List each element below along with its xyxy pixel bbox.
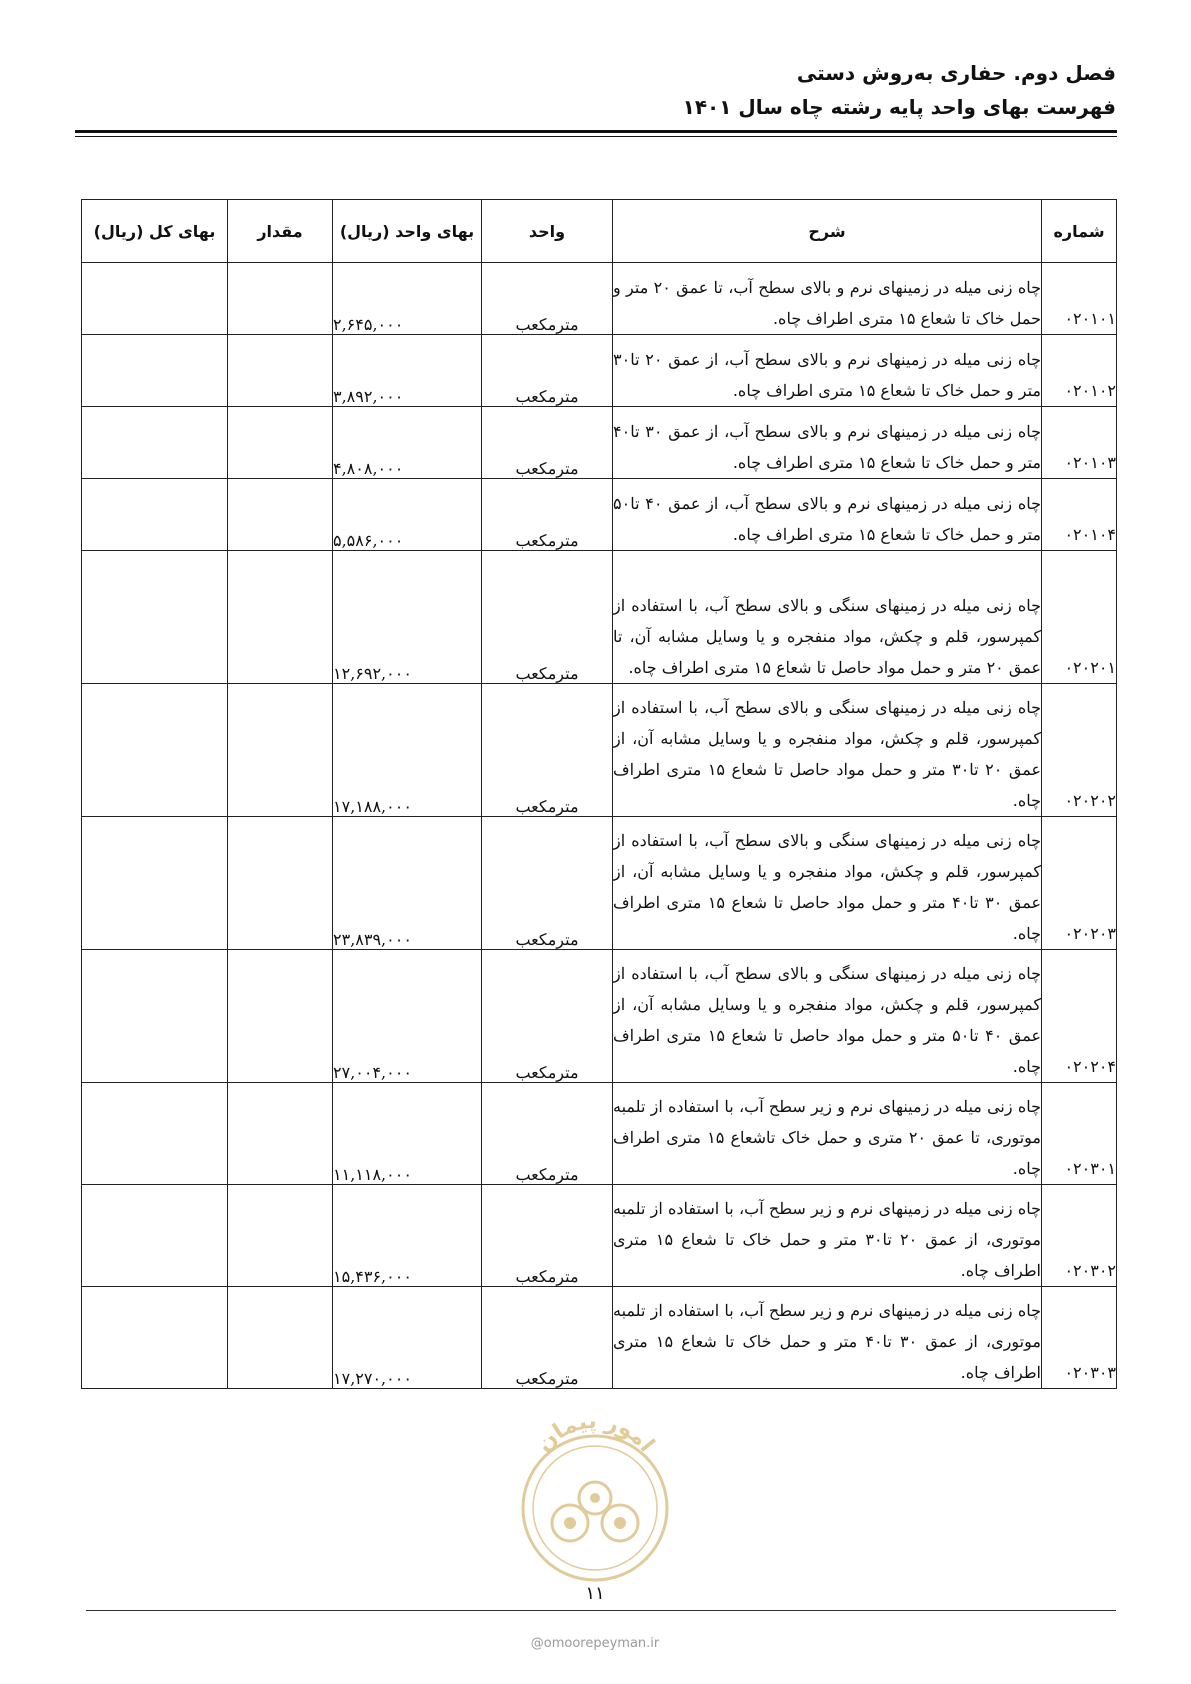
item-description: چاه زنی میله در زمینهای نرم و زیر سطح آب، با استفاده از تلمبه موتوری، از عمق ۲۰ تا۳۰ متر و حمل خاک تا شعاع ۱۵ متری اطراف چاه. — [613, 1185, 1042, 1287]
item-unit: مترمکعب — [482, 950, 613, 1083]
item-unit: مترمکعب — [482, 335, 613, 407]
item-quantity[interactable] — [228, 479, 333, 551]
item-number: ۰۲۰۲۰۴ — [1042, 950, 1117, 1083]
table-row — [82, 1083, 1117, 1185]
price-list-table — [81, 199, 1117, 1389]
item-quantity[interactable] — [228, 1083, 333, 1185]
item-total-price[interactable] — [82, 479, 228, 551]
item-unit-price: ۵,۵۸۶,۰۰۰ — [333, 479, 482, 551]
column-header-number: شماره — [1042, 200, 1117, 263]
column-header-quantity: مقدار — [228, 200, 333, 263]
item-unit: مترمکعب — [482, 551, 613, 684]
item-number: ۰۲۰۱۰۳ — [1042, 407, 1117, 479]
item-unit: مترمکعب — [482, 1185, 613, 1287]
svg-text:امور پیمان — [532, 1409, 659, 1457]
item-unit-price: ۱۷,۱۸۸,۰۰۰ — [333, 684, 482, 817]
item-number: ۰۲۰۲۰۲ — [1042, 684, 1117, 817]
item-quantity[interactable] — [228, 551, 333, 684]
watermark-site-label: @omoorepeyman.ir — [530, 1636, 660, 1651]
item-total-price[interactable] — [82, 950, 228, 1083]
item-total-price[interactable] — [82, 1083, 228, 1185]
item-description: چاه زنی میله در زمینهای نرم و بالای سطح آب، از عمق ۲۰ تا۳۰ متر و حمل خاک تا شعاع ۱۵ متری اطراف چاه. — [613, 335, 1042, 407]
item-unit: مترمکعب — [482, 817, 613, 950]
table-row — [82, 1185, 1117, 1287]
item-unit: مترمکعب — [482, 263, 613, 335]
seal-text: امور پیمان — [531, 1408, 659, 1458]
item-quantity[interactable] — [228, 407, 333, 479]
column-header-total-price: بهای کل (ریال) — [82, 200, 228, 263]
item-unit-price: ۱۷,۲۷۰,۰۰۰ — [333, 1287, 482, 1389]
page-header — [76, 58, 1116, 122]
column-header-unit: واحد — [482, 200, 613, 263]
item-quantity[interactable] — [228, 1287, 333, 1389]
item-total-price[interactable] — [82, 1185, 228, 1287]
table-header-row — [82, 200, 1117, 263]
item-quantity[interactable] — [228, 1185, 333, 1287]
item-total-price[interactable] — [82, 684, 228, 817]
table-row — [82, 684, 1117, 817]
page-number: ۱۱ — [585, 1583, 605, 1604]
seal-watermark-icon — [510, 1398, 680, 1598]
item-description: چاه زنی میله در زمینهای سنگی و بالای سطح آب، با استفاده از کمپرسور، قلم و چکش، مواد منفجره و یا وسایل مشابه آن، از عمق ۲۰ تا۳۰ متر و حمل مواد حاصل تا شعاع ۱۵ متری اطراف چاه. — [613, 684, 1042, 817]
item-description: چاه زنی میله در زمینهای سنگی و بالای سطح آب، با استفاده از کمپرسور، قلم و چکش، مواد منفجره و یا وسایل مشابه آن، تا عمق ۲۰ متر و حمل مواد حاصل تا شعاع ۱۵ متری اطراف چاه. — [613, 551, 1042, 684]
item-total-price[interactable] — [82, 817, 228, 950]
item-unit-price: ۲۷,۰۰۴,۰۰۰ — [333, 950, 482, 1083]
item-number: ۰۲۰۳۰۱ — [1042, 1083, 1117, 1185]
item-description: چاه زنی میله در زمینهای نرم و زیر سطح آب، با استفاده از تلمبه موتوری، تا عمق ۲۰ متری و حمل خاک تاشعاع ۱۵ متری اطراف چاه. — [613, 1083, 1042, 1185]
item-unit-price: ۱۲,۶۹۲,۰۰۰ — [333, 551, 482, 684]
item-quantity[interactable] — [228, 335, 333, 407]
table-row — [82, 335, 1117, 407]
item-description: چاه زنی میله در زمینهای سنگی و بالای سطح آب، با استفاده از کمپرسور، قلم و چکش، مواد منفجره و یا وسایل مشابه آن، از عمق ۴۰ تا۵۰ متر و حمل مواد حاصل تا شعاع ۱۵ متری اطراف چاه. — [613, 950, 1042, 1083]
item-number: ۰۲۰۲۰۱ — [1042, 551, 1117, 684]
item-number: ۰۲۰۱۰۲ — [1042, 335, 1117, 407]
table-row — [82, 817, 1117, 950]
item-unit-price: ۲۳,۸۳۹,۰۰۰ — [333, 817, 482, 950]
document-subtitle: فهرست بهای واحد پایه رشته چاه سال ۱۴۰۱ — [682, 95, 1116, 119]
item-number: ۰۲۰۲۰۳ — [1042, 817, 1117, 950]
item-unit: مترمکعب — [482, 479, 613, 551]
footer-divider — [86, 1610, 1116, 1611]
item-unit-price: ۴,۸۰۸,۰۰۰ — [333, 407, 482, 479]
item-quantity[interactable] — [228, 684, 333, 817]
item-number: ۰۲۰۳۰۳ — [1042, 1287, 1117, 1389]
item-description: چاه زنی میله در زمینهای سنگی و بالای سطح آب، با استفاده از کمپرسور، قلم و چکش، مواد منفجره و یا وسایل مشابه آن، از عمق ۳۰ تا۴۰ متر و حمل مواد حاصل تا شعاع ۱۵ متری اطراف چاه. — [613, 817, 1042, 950]
item-description: چاه زنی میله در زمینهای نرم و بالای سطح آب، تا عمق ۲۰ متر و حمل خاک تا شعاع ۱۵ متری اطراف چاه. — [613, 263, 1042, 335]
item-unit: مترمکعب — [482, 1287, 613, 1389]
table-row — [82, 479, 1117, 551]
item-unit-price: ۱۵,۴۳۶,۰۰۰ — [333, 1185, 482, 1287]
item-unit: مترمکعب — [482, 407, 613, 479]
table-row — [82, 263, 1117, 335]
item-description: چاه زنی میله در زمینهای نرم و بالای سطح آب، از عمق ۳۰ تا۴۰ متر و حمل خاک تا شعاع ۱۵ متری اطراف چاه. — [613, 407, 1042, 479]
table-row — [82, 1287, 1117, 1389]
item-unit-price: ۱۱,۱۱۸,۰۰۰ — [333, 1083, 482, 1185]
chapter-title: فصل دوم. حفاری به‌روش دستی — [796, 61, 1116, 85]
item-quantity[interactable] — [228, 263, 333, 335]
table-row — [82, 407, 1117, 479]
item-description: چاه زنی میله در زمینهای نرم و بالای سطح آب، از عمق ۴۰ تا۵۰ متر و حمل خاک تا شعاع ۱۵ متری اطراف چاه. — [613, 479, 1042, 551]
item-total-price[interactable] — [82, 551, 228, 684]
item-number: ۰۲۰۱۰۱ — [1042, 263, 1117, 335]
table-row — [82, 551, 1117, 684]
item-number: ۰۲۰۱۰۴ — [1042, 479, 1117, 551]
item-unit-price: ۳,۸۹۲,۰۰۰ — [333, 335, 482, 407]
item-unit: مترمکعب — [482, 684, 613, 817]
item-unit-price: ۲,۶۴۵,۰۰۰ — [333, 263, 482, 335]
column-header-description: شرح — [613, 200, 1042, 263]
item-description: چاه زنی میله در زمینهای نرم و زیر سطح آب، با استفاده از تلمبه موتوری، از عمق ۳۰ تا۴۰ متر و حمل خاک تا شعاع ۱۵ متری اطراف چاه. — [613, 1287, 1042, 1389]
item-total-price[interactable] — [82, 263, 228, 335]
header-divider-thin — [75, 136, 1117, 137]
item-total-price[interactable] — [82, 407, 228, 479]
item-unit: مترمکعب — [482, 1083, 613, 1185]
table-row — [82, 950, 1117, 1083]
item-total-price[interactable] — [82, 335, 228, 407]
item-number: ۰۲۰۳۰۲ — [1042, 1185, 1117, 1287]
item-quantity[interactable] — [228, 817, 333, 950]
column-header-unit-price: بهای واحد (ریال) — [333, 200, 482, 263]
item-quantity[interactable] — [228, 950, 333, 1083]
item-total-price[interactable] — [82, 1287, 228, 1389]
header-divider-thick — [75, 130, 1117, 133]
